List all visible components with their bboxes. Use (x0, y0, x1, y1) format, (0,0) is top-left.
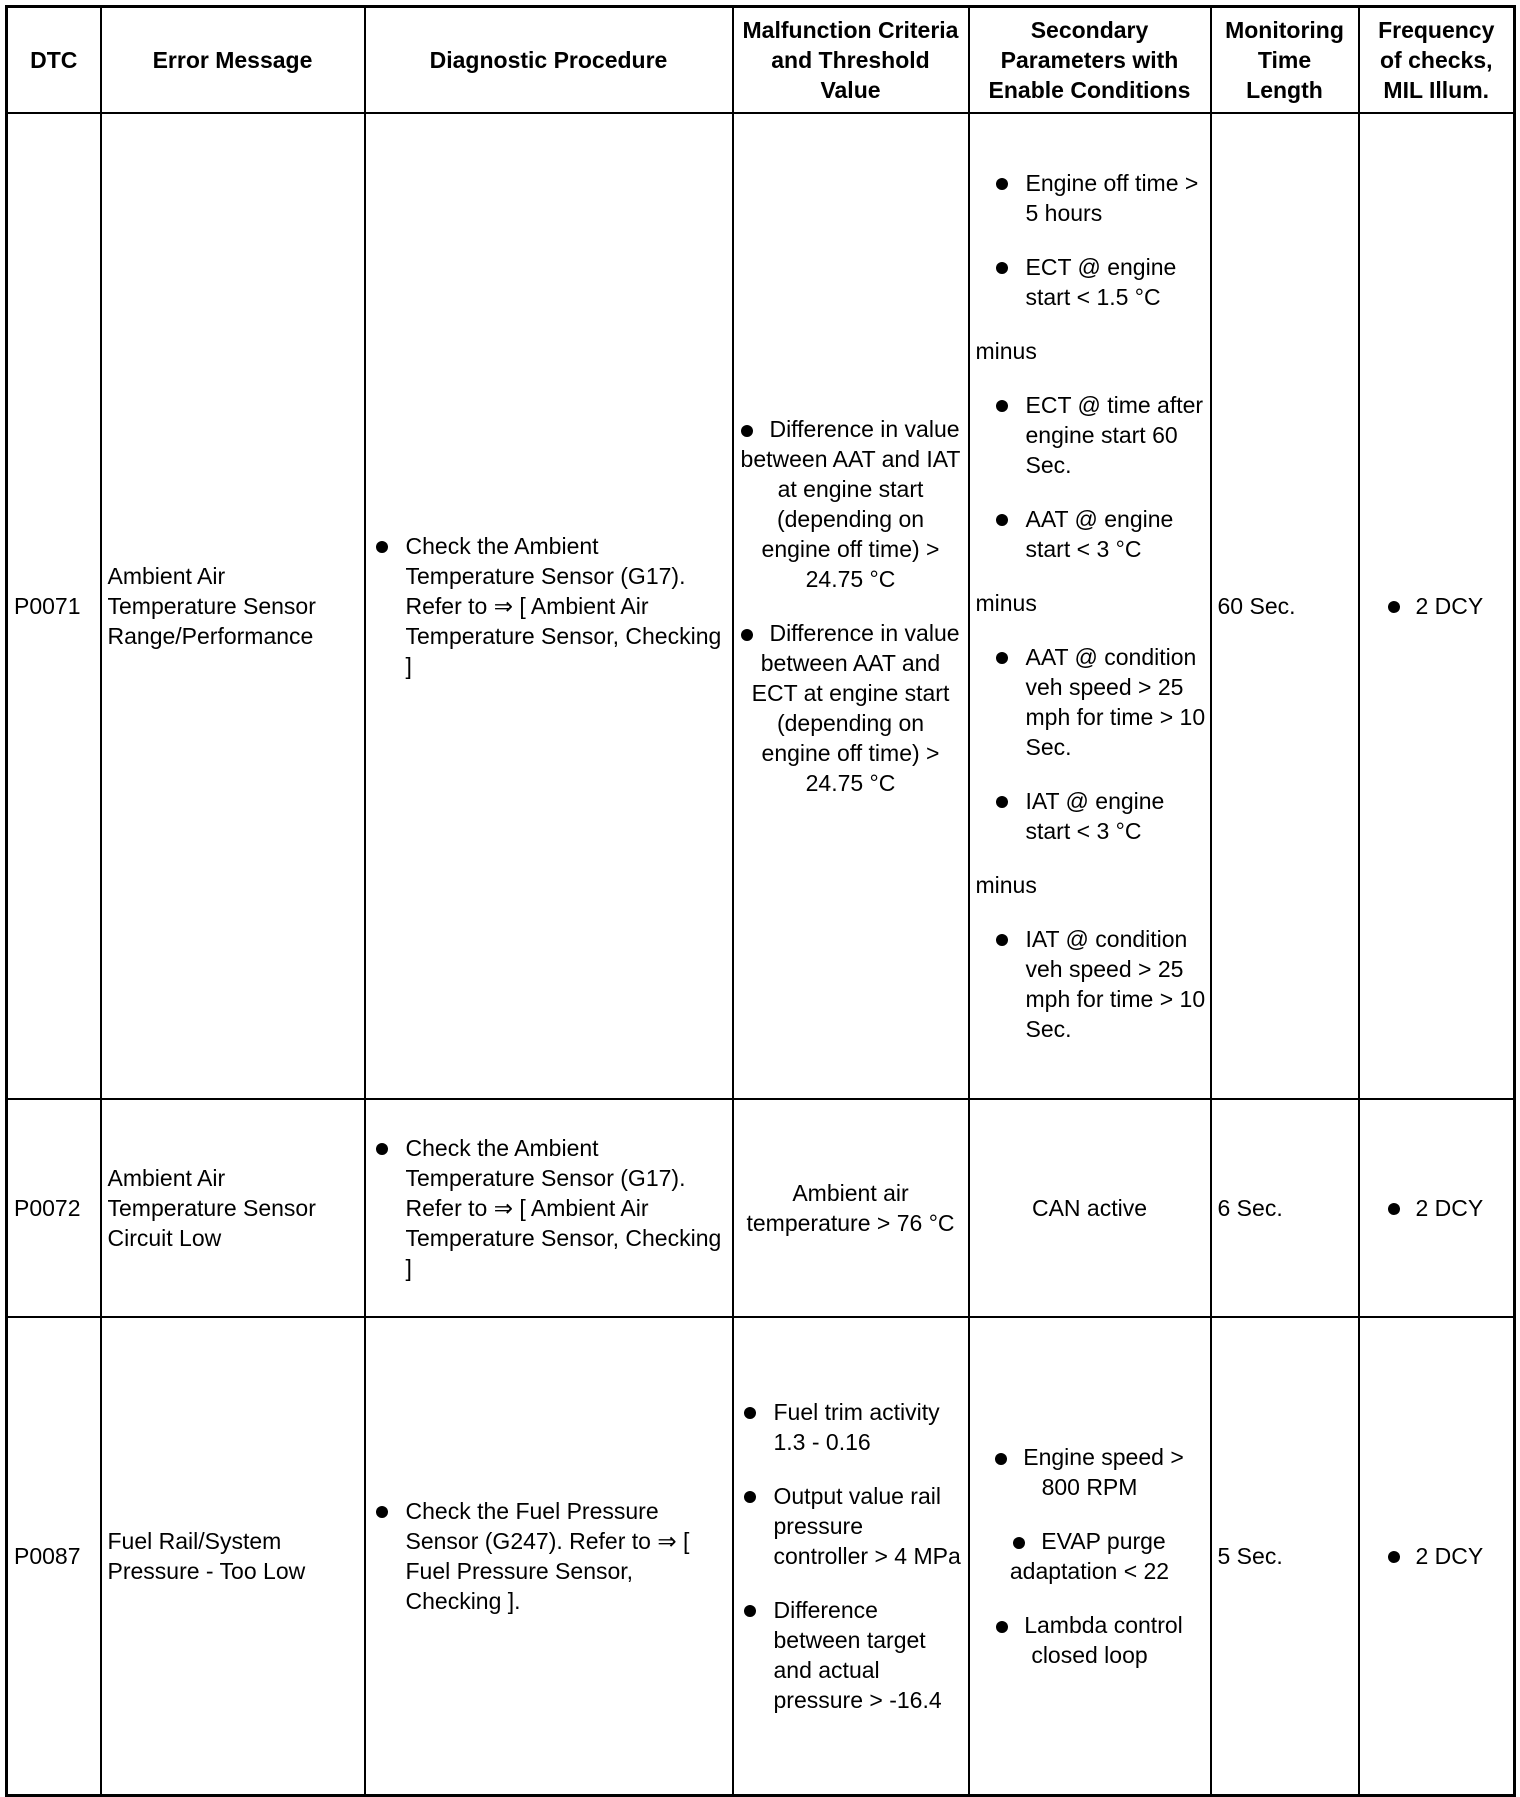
dtc-code: P0071 (7, 113, 101, 1099)
frequency (1359, 1099, 1515, 1317)
frequency-item: 2 DCY (1366, 591, 1508, 621)
secondary-item: Engine speed > 800 RPM (976, 1442, 1204, 1502)
header-secondary-parameters: Secondary Parameters with Enable Conditions (969, 7, 1211, 114)
malfunction-item: Output value rail pressure controller > 4 MPa (740, 1481, 962, 1571)
malfunction-criteria (733, 1317, 969, 1795)
procedure-item: Check the Ambient Temperature Sensor (G17). Refer to ⇒ [ Ambient Air Temperature Sensor, Checking ] (372, 531, 726, 681)
procedure-item: Check the Fuel Pressure Sensor (G247). Refer to ⇒ [ Fuel Pressure Sensor, Checking ]. (372, 1496, 726, 1616)
secondary-parameters: CAN active (969, 1099, 1211, 1317)
header-malfunction-criteria: Malfunction Criteria and Threshold Value (733, 7, 969, 114)
header-dtc: DTC (7, 7, 101, 114)
secondary-item: ECT @ time after engine start 60 Sec. (974, 390, 1206, 480)
procedure-item: Check the Ambient Temperature Sensor (G17). Refer to ⇒ [ Ambient Air Temperature Sensor, Checking ] (372, 1133, 726, 1283)
header-frequency: Frequency of checks, MIL Illum. (1359, 7, 1515, 114)
error-message: Fuel Rail/System Pressure - Too Low (101, 1317, 365, 1795)
secondary-item: EVAP purge adaptation < 22 (976, 1526, 1204, 1586)
minus-label: minus (975, 872, 1037, 898)
secondary-item: AAT @ condition veh speed > 25 mph for time > 10 Sec. (974, 642, 1206, 762)
diagnostic-procedure (365, 113, 733, 1099)
malfunction-item: Difference in value between AAT and ECT at engine start (depending on engine off time) > 24.75 °C (740, 618, 962, 798)
secondary-item: IAT @ engine start < 3 °C (974, 786, 1206, 846)
header-monitoring-time: Monitoring Time Length (1211, 7, 1359, 114)
frequency-item: 2 DCY (1366, 1541, 1508, 1571)
table-row (7, 1099, 1515, 1317)
malfunction-item: Difference between target and actual pressure > -16.4 (740, 1595, 962, 1715)
malfunction-criteria: Ambient air temperature > 76 °C (733, 1099, 969, 1317)
header-diagnostic-procedure: Diagnostic Procedure (365, 7, 733, 114)
error-message: Ambient Air Temperature Sensor Range/Performance (101, 113, 365, 1099)
table-row (7, 113, 1515, 1099)
table-row (7, 1317, 1515, 1795)
dtc-table (5, 5, 1516, 1797)
malfunction-item: Fuel trim activity 1.3 - 0.16 (740, 1397, 962, 1457)
malfunction-item: Difference in value between AAT and IAT at engine start (depending on engine off time) > 24.75 °C (740, 416, 961, 592)
diagnostic-procedure (365, 1099, 733, 1317)
dtc-code: P0072 (7, 1099, 101, 1317)
secondary-item: Engine off time > 5 hours (974, 168, 1206, 228)
secondary-item: IAT @ condition veh speed > 25 mph for time > 10 Sec. (974, 924, 1206, 1044)
secondary-parameters (969, 113, 1211, 1099)
secondary-parameters (969, 1317, 1211, 1795)
dtc-code: P0087 (7, 1317, 101, 1795)
monitoring-time: 6 Sec. (1211, 1099, 1359, 1317)
error-message: Ambient Air Temperature Sensor Circuit Low (101, 1099, 365, 1317)
monitoring-time: 5 Sec. (1211, 1317, 1359, 1795)
minus-label: minus (975, 338, 1037, 364)
frequency-item: 2 DCY (1366, 1193, 1508, 1223)
frequency (1359, 1317, 1515, 1795)
frequency (1359, 113, 1515, 1099)
diagnostic-procedure (365, 1317, 733, 1795)
malfunction-criteria (733, 113, 969, 1099)
minus-label: minus (975, 590, 1037, 616)
header-error-message: Error Message (101, 7, 365, 114)
secondary-item: ECT @ engine start < 1.5 °C (974, 252, 1206, 312)
monitoring-time: 60 Sec. (1211, 113, 1359, 1099)
secondary-item: AAT @ engine start < 3 °C (974, 504, 1206, 564)
secondary-item: Lambda control closed loop (976, 1610, 1204, 1670)
header-row (7, 7, 1515, 114)
